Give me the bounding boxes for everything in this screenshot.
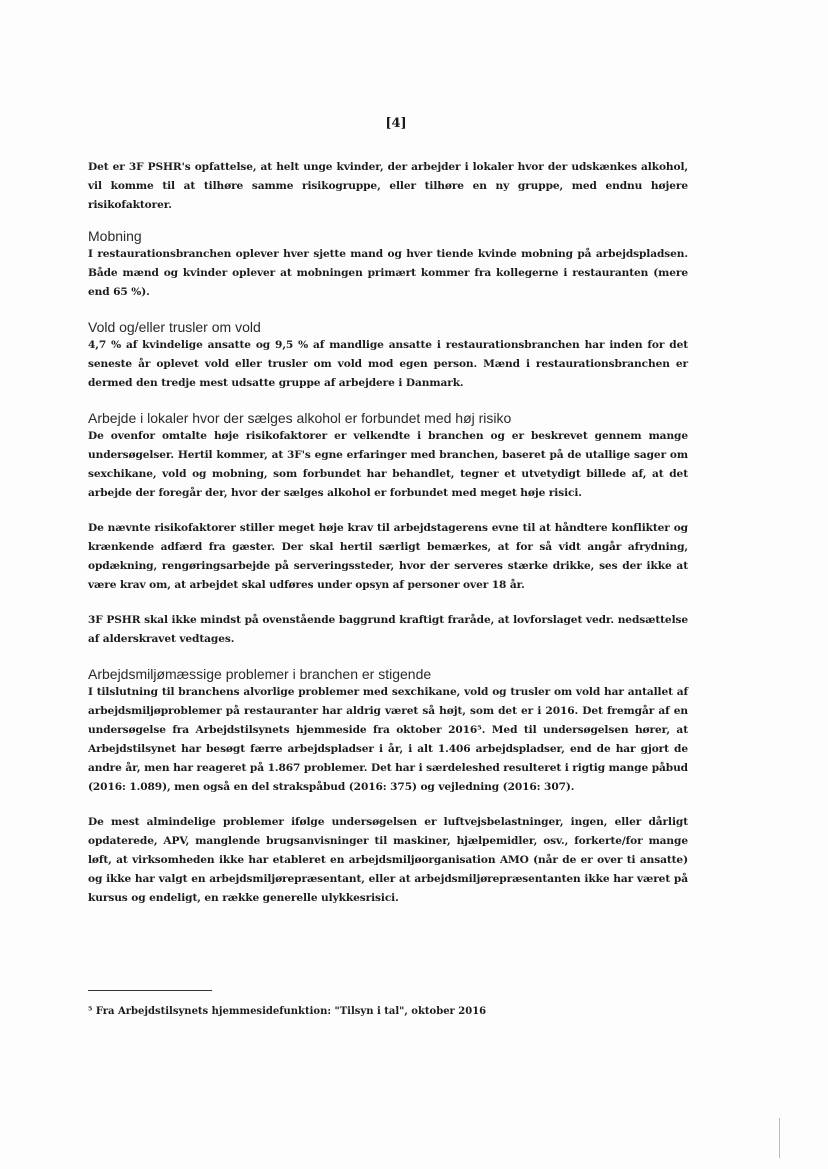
fraraade-paragraph: 3F PSHR skal ikke mindst på ovenstående baggrund kraftigt fraråde, at lovforslaget vedr. nedsættelse af alderskravet vedtages.	[88, 614, 688, 645]
intro-paragraph: Det er 3F PSHR's opfattelse, at helt unge kvinder, der arbejder i lokaler hvor der udskænkes alkohol, vil komme til at tilhøre samme risikogruppe, eller tilhøre en ny gruppe, med endnu højere risikofaktorer.	[88, 161, 688, 211]
almindelige-paragraph: De mest almindelige problemer ifølge undersøgelsen er luftvejsbelastninger, ingen, eller dårligt opdaterede, APV, manglende brugsanvisninger til maskiner, hjælpemidler, osv., forkerte/for mange løft, at virksomheden ikke har etableret en arbejdsmiljøorganisation AMO (når de er over ti ansatte) og ikke har valgt en arbejdsmiljørepræsentant, eller at arbejdsmiljørepræsentanten ikke har været på kursus og endeligt, en række generelle ulykkesrisici.	[88, 816, 688, 904]
footnote-divider	[88, 990, 212, 991]
scan-margin-line	[779, 1118, 780, 1158]
heading-alkohol: Arbejde i lokaler hvor der sælges alkohol er forbundet med høj risiko	[88, 410, 512, 426]
mobning-paragraph: I restaurationsbranchen oplever hver sjette mand og hver tiende kvinde mobning på arbejdspladsen. Både mænd og kvinder oplever at mobningen primært kommer fra kollegerne i restauranten (mere end 65 %).	[88, 248, 688, 298]
document-body	[88, 158, 688, 908]
krav-paragraph: De nævnte risikofaktorer stiller meget høje krav til arbejdstagerens evne til at håndtere konflikter og krænkende adfærd fra gæster. Der skal hertil særligt bemærkes, at for så vidt angår afrydning, opdækning, rengøringsarbejde på serveringssteder, hvor der serveres stærke drikke, ses der ikke at være krav om, at arbejdet skal udføres under opsyn af personer over 18 år.	[88, 522, 688, 591]
heading-mobning: Mobning	[88, 228, 142, 244]
problemer-paragraph: I tilslutning til branchens alvorlige problemer med sexchikane, vold og trusler om vold har antallet af arbejdsmiljøproblemer på restauranter har aldrig været så højt, som det er i 2016. Det fremgår af en undersøgelse fra Arbejdstilsynets hjemmeside fra oktober 2016⁵. Med til undersøgelsen hører, at Arbejdstilsynet har besøgt færre arbejdspladser i år, i alt 1.406 arbejdspladser, end de har gjort de andre år, men har reageret på 1.867 problemer. Det har i særdeleshed resulteret i rigtig mange påbud (2016: 1.089), men også en del strakspåbud (2016: 375) og vejledning (2016: 307).	[88, 686, 688, 793]
heading-vold: Vold og/eller trusler om vold	[88, 319, 261, 335]
page-number: [4]	[385, 116, 407, 131]
alkohol-paragraph: De ovenfor omtalte høje risikofaktorer er velkendte i branchen og er beskrevet gennem mange undersøgelser. Hertil kommer, at 3F's egne erfaringer med branchen, baseret på de utallige sager om sexchikane, vold og mobning, som forbundet har behandlet, tegner et utvetydigt billede af, at det arbejde der foregår der, hvor der sælges alkohol er forbundet med meget høje risici.	[88, 430, 688, 499]
heading-problemer: Arbejdsmiljømæssige problemer i branchen er stigende	[88, 666, 432, 682]
vold-paragraph: 4,7 % af kvindelige ansatte og 9,5 % af mandlige ansatte i restaurationsbranchen har inden for det seneste år oplevet vold eller trusler om vold mod egen person. Mænd i restaurationsbranchen er dermed den tredje mest udsatte gruppe af arbejdere i Danmark.	[88, 339, 688, 389]
footnote: ⁵ Fra Arbejdstilsynets hjemmesidefunktion: "Tilsyn i tal", oktober 2016	[88, 1006, 487, 1017]
